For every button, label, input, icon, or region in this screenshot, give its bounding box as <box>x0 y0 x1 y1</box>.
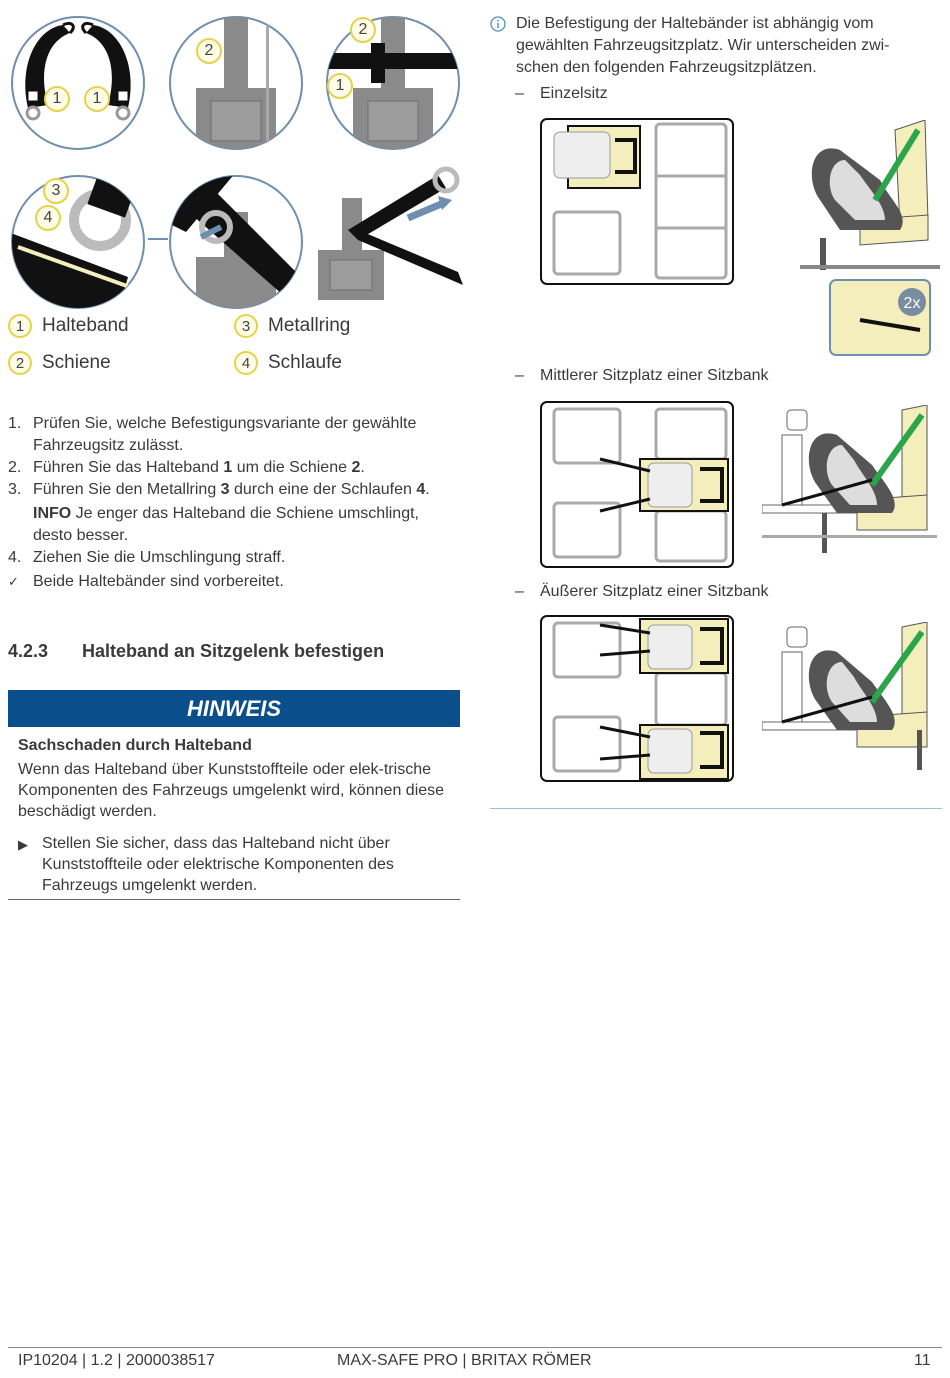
illustration-strap-threading <box>166 172 306 312</box>
step-2 <box>8 457 460 479</box>
badge-4: 4 <box>35 205 61 231</box>
page-number: 11 <box>914 1352 931 1369</box>
option-aeusserer <box>515 583 769 601</box>
footer-document-id: IP10204 | 1.2 | 2000038517 <box>18 1352 215 1369</box>
legend-number: 1 <box>8 314 32 338</box>
instruction-steps <box>8 413 460 593</box>
step-text: Beide Haltebänder sind vorbereitet. <box>33 573 284 590</box>
legend-item-schiene <box>8 351 111 375</box>
column-divider <box>490 808 942 809</box>
legend-label: Schlaufe <box>268 352 342 373</box>
step-number: 3. <box>8 481 22 498</box>
seat-plan-mittlerer <box>540 401 735 569</box>
badge-1: 1 <box>327 73 353 99</box>
badge-2: 2 <box>196 38 222 64</box>
illustration-straps <box>8 13 148 153</box>
step-4 <box>8 547 460 569</box>
step-number: 4. <box>8 549 22 566</box>
illustration-rail-pull <box>318 160 463 305</box>
step-info <box>8 503 460 547</box>
step-number: 2. <box>8 459 22 476</box>
multiplier-badge: 2x <box>903 295 921 312</box>
option-label: Einzelsitz <box>540 85 608 102</box>
legend-item-metallring <box>234 314 350 338</box>
step-result <box>8 571 460 593</box>
notice-label: HINWEIS <box>8 690 460 727</box>
triangle-right-icon: ▶ <box>18 837 28 852</box>
badge-2: 2 <box>350 17 376 43</box>
legend-item-halteband <box>8 314 129 338</box>
seat-plan-aeusserer <box>540 615 735 783</box>
legend-label: Schiene <box>42 352 111 373</box>
badge-1: 1 <box>44 86 70 112</box>
dash-icon: – <box>515 85 524 102</box>
info-text: INFO Je enger das Halteband die Schiene umschlingt, desto besser. <box>33 505 419 544</box>
option-mittlerer <box>515 367 769 385</box>
dash-icon: – <box>515 367 524 384</box>
option-label: Mittlerer Sitzplatz einer Sitzbank <box>540 367 769 384</box>
connector-line <box>148 238 168 240</box>
legend-label: Halteband <box>42 315 129 336</box>
legend-number: 4 <box>234 351 258 375</box>
step-3 <box>8 479 460 501</box>
seat-plan-einzelsitz <box>540 118 735 286</box>
info-paragraph <box>490 13 930 79</box>
footer-divider <box>8 1347 942 1348</box>
checkmark-icon: ✓ <box>8 574 19 589</box>
step-text: Prüfen Sie, welche Befestigungsvariante der gewählte Fahrzeugsitz zulässt. <box>33 415 417 454</box>
badge-3: 3 <box>43 178 69 204</box>
section-title-text: Halteband an Sitzgelenk befestigen <box>82 641 385 661</box>
footer-product: MAX-SAFE PRO | BRITAX RÖMER <box>337 1352 592 1369</box>
notice-box <box>18 735 458 896</box>
option-label: Äußerer Sitzplatz einer Sitzbank <box>540 583 769 600</box>
seat-side-view-einzelsitz <box>800 120 940 360</box>
seat-side-view-mittlerer <box>762 405 937 555</box>
illustration-rail <box>166 13 306 153</box>
legend-number: 3 <box>234 314 258 338</box>
dash-icon: – <box>515 583 524 600</box>
illustration-strap-around-rail <box>323 13 463 153</box>
option-einzelsitz <box>515 85 608 103</box>
notice-heading: Sachschaden durch Halteband <box>18 737 252 754</box>
step-number: 1. <box>8 415 22 432</box>
notice-action-text: Stellen Sie sicher, dass das Halteband nicht über Kunststoffteile oder elektrische Komponenten des Fahrzeugs umgelenkt werden. <box>42 835 394 894</box>
step-1 <box>8 413 460 457</box>
section-heading <box>8 641 384 662</box>
illustration-ring-loop <box>8 172 148 312</box>
legend-label: Metallring <box>268 315 351 336</box>
badge-1: 1 <box>84 86 110 112</box>
notice-divider <box>8 899 460 900</box>
step-text: Ziehen Sie die Umschlingung straff. <box>33 549 286 566</box>
legend-number: 2 <box>8 351 32 375</box>
notice-body: Wenn das Halteband über Kunststoffteile oder elek-trische Komponenten des Fahrzeugs umgelenkt wird, können diese beschädigt werden. <box>18 761 445 820</box>
info-icon <box>490 13 516 79</box>
step-text: Führen Sie den Metallring 3 durch eine der Schlaufen 4. <box>33 481 430 498</box>
notice-action <box>18 833 458 896</box>
info-text: Die Befestigung der Haltebänder ist abhängig vom gewählten Fahrzeugsitzplatz. Wir unterscheiden zwi-schen den folgenden Fahrzeugsitzplätzen. <box>516 15 890 76</box>
legend-item-schlaufe <box>234 351 342 375</box>
section-number: 4.2.3 <box>8 641 49 661</box>
step-text: Führen Sie das Halteband 1 um die Schiene 2. <box>33 459 365 476</box>
seat-side-view-aeusserer <box>762 622 937 772</box>
